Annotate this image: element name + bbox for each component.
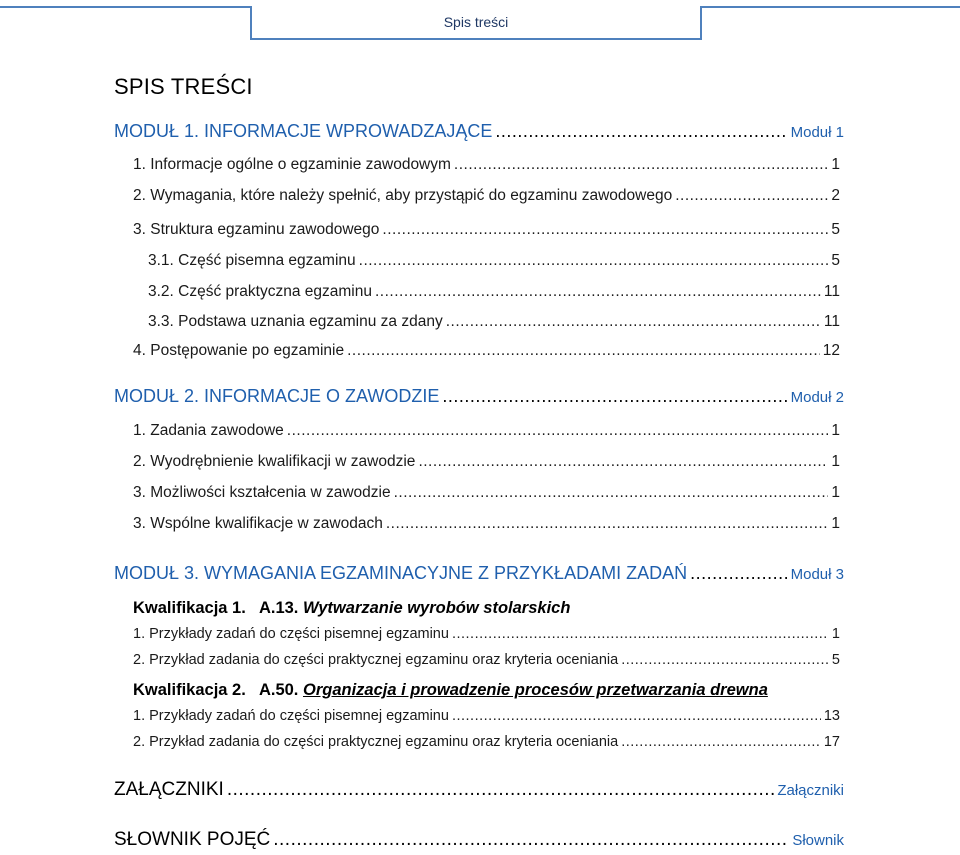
toc-appendix-page: Załączniki [777,782,844,799]
toc-module-1[interactable] [114,121,844,145]
qualification-name: Wytwarzanie wyrobów stolarskich [302,599,571,617]
qualification-prefix: Kwalifikacja 1. [133,599,246,617]
toc-entry-page: 17 [823,734,840,750]
leader-dots [375,283,821,301]
toc-entry[interactable] [148,313,840,337]
toc-entry[interactable] [133,422,840,446]
toc-entry-text: 2. Przykład zadania do części praktycznej egzaminu oraz kryteria oceniania [133,734,619,750]
leader-dots [621,652,829,668]
toc-entry-page: 1 [831,515,840,532]
qualification-name: Organizacja i prowadzenie procesów przetwarzania drewna [302,681,768,699]
toc-glossary[interactable] [114,829,844,853]
toc-entry-page: 1 [831,156,840,173]
leader-dots [382,221,828,239]
toc-entry-text: 4. Postępowanie po egzaminie [133,342,345,359]
leader-dots [675,187,828,205]
leader-dots [359,252,829,270]
toc-entry[interactable] [133,484,840,508]
toc-title: SPIS TREŚCI [114,74,253,99]
toc-glossary-page: Słownik [792,832,844,849]
toc-module-label: MODUŁ 3. WYMAGANIA EGZAMINACYJNE Z PRZYKŁADAMI ZADAŃ [114,563,688,583]
header-rule-left [0,6,250,8]
toc-entry[interactable] [133,187,840,211]
toc-entry-text: 3.2. Część praktyczna egzaminu [148,283,372,300]
running-header-title: Spis treści [443,14,509,30]
toc-glossary-label: SŁOWNIK POJĘĆ [114,829,271,850]
toc-entry-page: 11 [823,283,840,300]
leader-dots [287,422,829,440]
toc-entry-page: 1 [831,626,840,642]
toc-entry-text: 3. Wspólne kwalifikacje w zawodach [133,515,383,532]
toc-entry[interactable] [148,252,840,276]
qualification-prefix: Kwalifikacja 2. [133,681,246,699]
toc-entry-text: 3.1. Część pisemna egzaminu [148,252,356,269]
toc-entry-text: 3. Możliwości kształcenia w zawodzie [133,484,391,501]
toc-module-label: MODUŁ 1. INFORMACJE WPROWADZAJĄCE [114,121,493,141]
toc-entry-text: 3.3. Podstawa uznania egzaminu za zdany [148,313,443,330]
toc-entry[interactable] [133,342,840,366]
leader-dots [227,779,775,801]
toc-entry-text: 1. Informacje ogólne o egzaminie zawodowym [133,156,451,173]
toc-entry[interactable] [133,734,840,758]
running-header [250,6,702,40]
toc-entry-text: 3. Struktura egzaminu zawodowego [133,221,380,238]
toc-module-3[interactable] [114,563,844,587]
toc-module-2[interactable] [114,386,844,410]
toc-entry[interactable] [133,652,840,676]
toc-entry[interactable] [133,708,840,732]
toc-entry[interactable] [133,626,840,650]
toc-entry-text: 2. Wyodrębnienie kwalifikacji w zawodzie [133,453,416,470]
toc-module-label: MODUŁ 2. INFORMACJE O ZAWODZIE [114,386,440,406]
leader-dots [452,708,821,724]
leader-dots [452,626,829,642]
toc-entry-page: 5 [831,221,840,238]
toc-appendix-label: ZAŁĄCZNIKI [114,779,224,800]
leader-dots [273,829,789,851]
toc-entry[interactable] [133,156,840,180]
leader-dots [442,386,787,407]
leader-dots [621,734,821,750]
leader-dots [446,313,821,331]
toc-entry-page: 12 [822,342,840,359]
toc-entry[interactable] [133,515,840,539]
toc-appendix[interactable] [114,779,844,803]
toc-entry-text: 2. Wymagania, które należy spełnić, aby przystąpić do egzaminu zawodowego [133,187,673,204]
toc-entry[interactable] [148,283,840,307]
toc-entry-text: 1. Przykłady zadań do części pisemnej egzaminu [133,626,449,642]
header-rule-right [700,6,960,8]
toc-entry-text: 1. Zadania zawodowe [133,422,284,439]
toc-module-page: Moduł 2 [790,389,844,406]
leader-dots [495,121,787,142]
leader-dots [394,484,829,502]
toc-entry-page: 11 [823,313,840,330]
toc-module-page: Moduł 3 [790,566,844,583]
toc-entry-text: 1. Przykłady zadań do części pisemnej egzaminu [133,708,449,724]
qualification-heading-1 [133,599,570,618]
toc-entry[interactable] [133,221,840,245]
leader-dots [347,342,820,360]
leader-dots [454,156,828,174]
toc-entry-page: 5 [831,652,840,668]
toc-entry-page: 13 [823,708,840,724]
leader-dots [418,453,828,471]
qualification-code: A.50. [258,681,299,699]
toc-module-page: Moduł 1 [790,124,844,141]
qualification-heading-2 [133,681,768,700]
toc-entry-page: 5 [831,252,840,269]
toc-entry-page: 1 [831,484,840,501]
toc-entry-text: 2. Przykład zadania do części praktycznej egzaminu oraz kryteria oceniania [133,652,619,668]
leader-dots [690,563,788,584]
qualification-code: A.13. [258,599,299,617]
toc-entry-page: 1 [831,422,840,439]
toc-entry-page: 2 [831,187,840,204]
toc-entry[interactable] [133,453,840,477]
toc-entry-page: 1 [831,453,840,470]
leader-dots [386,515,829,533]
